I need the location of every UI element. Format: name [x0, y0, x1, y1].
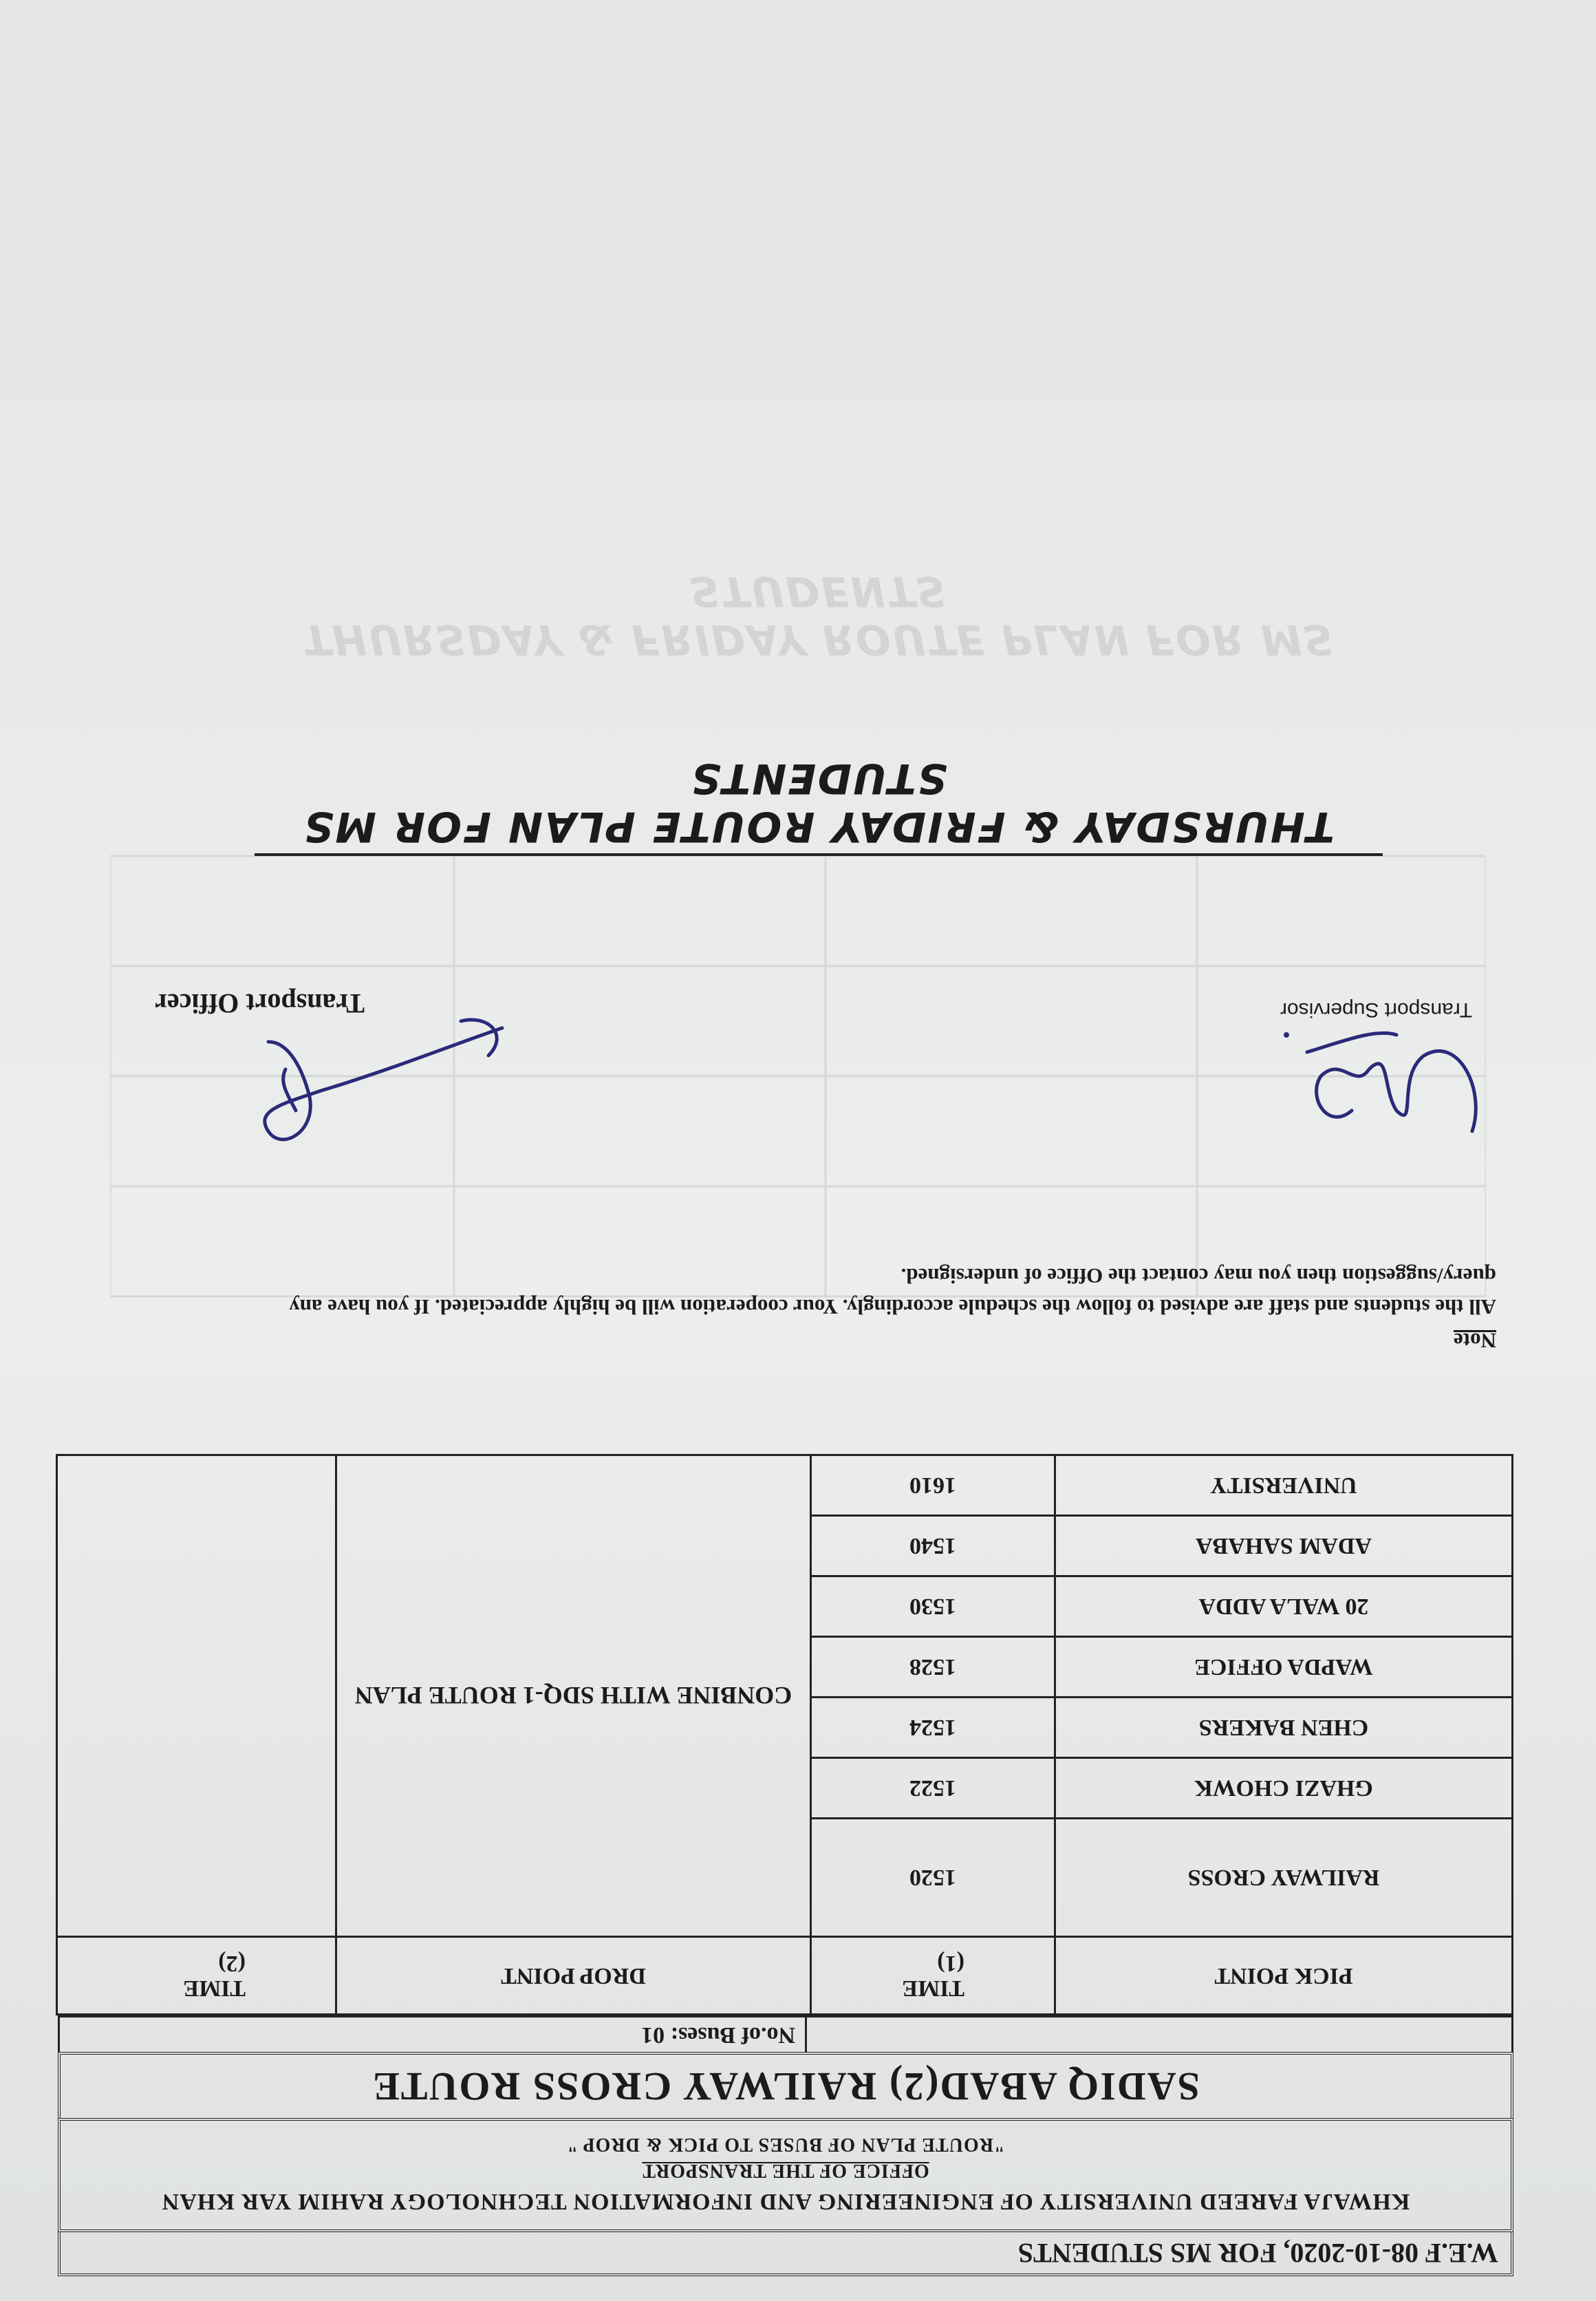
table-header-row	[57, 1937, 1513, 2015]
time-cell: 1530	[811, 1576, 1055, 1637]
bleed-through-heading: THURSDAY & FRIDAY ROUTE PLAN FOR MS STUDENTS	[303, 567, 1335, 663]
plan-title: "ROUTE PLAN OF BUSES TO PICK & DROP "	[566, 2134, 1005, 2155]
officer-signature	[255, 1014, 516, 1173]
time-cell: 1522	[811, 1758, 1055, 1819]
header-time-1: TIME (1)	[811, 1937, 1055, 2015]
header-drop-point: DROP POINT	[336, 1937, 811, 2015]
route-title: SADIQ ABAD(2) RAILWAY CROSS ROUTE	[58, 2052, 1513, 2118]
buses-row	[58, 2015, 1513, 2052]
university-name: KHWAJA FAREED UNIVERSITY OF ENGINEERING AND INFORMATION TECHNOLOGY RAHIM YAR KHAN	[161, 2189, 1410, 2214]
buses-empty-cell	[805, 2018, 1511, 2052]
note-title: Note	[1454, 1329, 1496, 1353]
route-table	[56, 1454, 1513, 2015]
pick-point-cell: UNIVERSITY	[1055, 1455, 1513, 1516]
note-line-1: All the students and staff are advised to follow the schedule accordingly. Your cooperation will be highly appreciated. If you have any	[289, 1295, 1496, 1320]
supervisor-label: Transport Supervisor	[1280, 998, 1472, 1021]
time-cell: 1610	[811, 1455, 1055, 1516]
drop-point-note: CONBINE WITH SDQ-1 ROUTE PLAN	[336, 1455, 811, 1937]
pick-point-cell: RAILWAY CROSS	[1055, 1819, 1513, 1937]
institution-header	[58, 2118, 1513, 2232]
header-pick-point: PICK POINT	[1055, 1937, 1513, 2015]
header-time-2: TIME (2)	[57, 1937, 336, 2015]
time-cell: 1540	[811, 1516, 1055, 1576]
page-heading: THURSDAY & FRIDAY ROUTE PLAN FOR MS STUDENTS	[255, 754, 1383, 856]
time-cell: 1524	[811, 1698, 1055, 1758]
time-2-empty-cell	[57, 1455, 336, 1937]
pick-point-cell: GHAZI CHOWK	[1055, 1758, 1513, 1819]
table-row	[57, 1819, 1513, 1937]
officer-label: Transport Officer	[155, 988, 365, 1019]
pick-point-cell: CHEN BAKERS	[1055, 1698, 1513, 1758]
note-line-2: query/suggestion then you may contact the Office of undersigned.	[901, 1264, 1496, 1289]
time-cell: 1520	[811, 1819, 1055, 1937]
pick-point-cell: WAPDA OFFICE	[1055, 1637, 1513, 1698]
note-section	[86, 1260, 1496, 1356]
supervisor-signature	[1280, 1014, 1500, 1173]
effective-date: W.E.F 08-10-2020, FOR MS STUDENTS	[58, 2232, 1513, 2276]
time-cell: 1528	[811, 1637, 1055, 1698]
pick-point-cell: ADAM SAHABA	[1055, 1516, 1513, 1576]
buses-count: No.of Buses: 01	[641, 2022, 795, 2048]
route-sheet	[58, 1454, 1513, 2276]
office-name: OFFICE OF THE TRANSPORT	[642, 2160, 929, 2181]
pick-point-cell: 20 WALA ADDA	[1055, 1576, 1513, 1637]
